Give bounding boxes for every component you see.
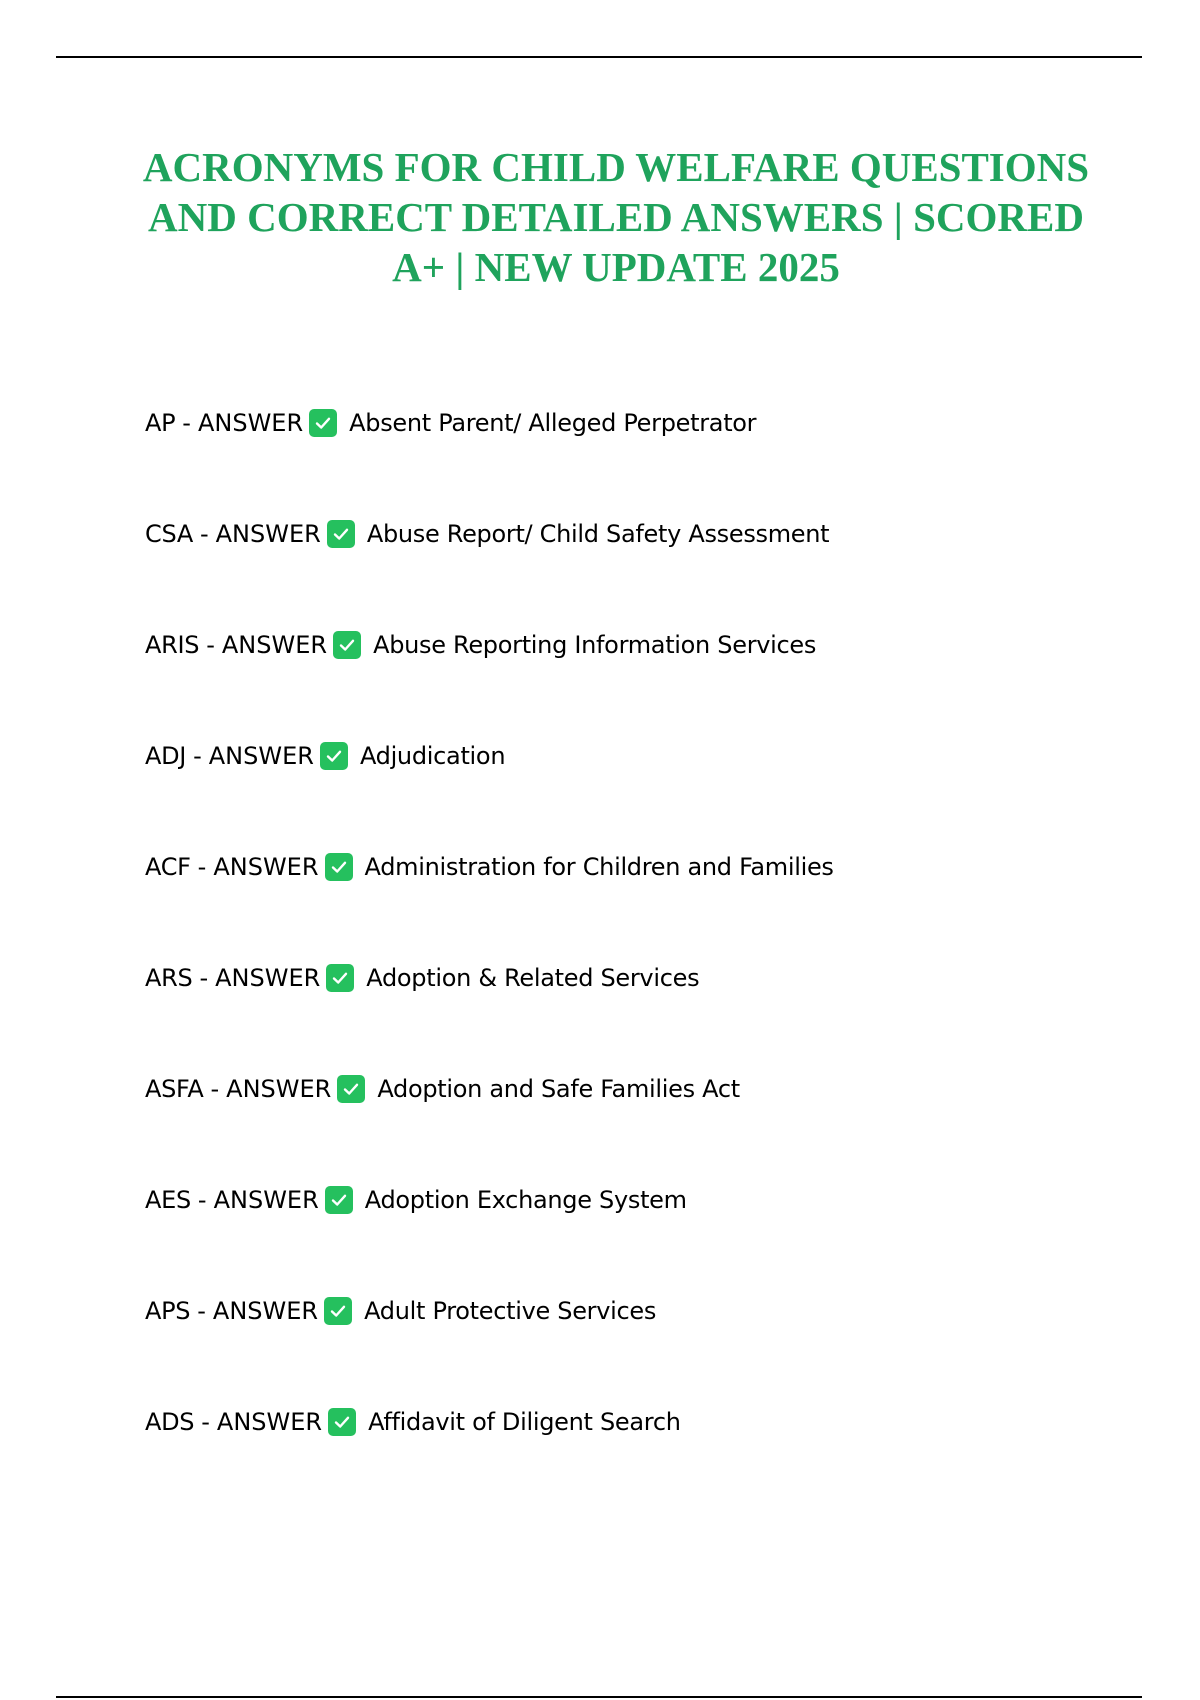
qa-answer: Adoption Exchange System — [364, 1186, 687, 1214]
qa-answer: Adjudication — [359, 742, 506, 770]
title-line-3: A+ | NEW UPDATE 2025 — [392, 244, 840, 290]
qa-answer: Absent Parent/ Alleged Perpetrator — [349, 409, 757, 437]
qa-separator: - — [206, 631, 215, 659]
qa-item — [145, 733, 1145, 844]
qa-separator: - — [182, 409, 191, 437]
check-mark-icon — [325, 853, 353, 881]
qa-term: ASFA — [145, 1075, 204, 1103]
check-mark-icon — [326, 964, 354, 992]
qa-item — [145, 1288, 1145, 1399]
qa-answer: Adult Protective Services — [364, 1297, 657, 1325]
check-mark-icon — [325, 1186, 353, 1214]
qa-item — [145, 1177, 1145, 1288]
qa-answer: Abuse Reporting Information Services — [373, 631, 817, 659]
qa-separator: - — [193, 742, 202, 770]
answer-label: ANSWER — [216, 1408, 323, 1436]
qa-term: APS — [145, 1297, 191, 1325]
answer-label: ANSWER — [197, 409, 304, 437]
check-mark-icon — [327, 520, 355, 548]
top-rule — [56, 56, 1142, 58]
answer-label: ANSWER — [226, 1075, 332, 1103]
check-mark-icon — [309, 409, 337, 437]
qa-term: ARIS — [145, 631, 200, 659]
document-title — [100, 142, 1132, 292]
qa-answer: Administration for Children and Families — [364, 853, 834, 881]
qa-term: AES — [145, 1186, 191, 1214]
qa-term: ARS — [145, 964, 193, 992]
bottom-rule — [56, 1696, 1142, 1698]
qa-answer: Adoption and Safe Families Act — [377, 1075, 740, 1103]
answer-label: ANSWER — [221, 631, 328, 659]
qa-term: AP — [145, 409, 176, 437]
qa-item — [145, 955, 1145, 1066]
qa-separator: - — [197, 1186, 207, 1214]
qa-separator: - — [201, 1408, 210, 1436]
check-mark-icon — [328, 1408, 356, 1436]
answer-label: ANSWER — [213, 853, 319, 881]
qa-answer: Adoption & Related Services — [366, 964, 700, 992]
answer-label: ANSWER — [215, 964, 321, 992]
qa-list — [145, 400, 1145, 1510]
qa-separator: - — [199, 964, 209, 992]
qa-term: CSA — [145, 520, 193, 548]
qa-answer: Affidavit of Diligent Search — [368, 1408, 681, 1436]
title-line-2: AND CORRECT DETAILED ANSWERS | SCORED — [148, 194, 1084, 240]
qa-item — [145, 511, 1145, 622]
qa-separator: - — [199, 520, 209, 548]
check-mark-icon — [337, 1075, 365, 1103]
answer-label: ANSWER — [208, 742, 314, 770]
qa-item — [145, 400, 1145, 511]
answer-label: ANSWER — [213, 1186, 319, 1214]
answer-label: ANSWER — [215, 520, 321, 548]
answer-label: ANSWER — [212, 1297, 319, 1325]
qa-item — [145, 1066, 1145, 1177]
qa-item — [145, 622, 1145, 733]
title-line-1: ACRONYMS FOR CHILD WELFARE QUESTIONS — [142, 144, 1090, 190]
qa-separator: - — [197, 853, 207, 881]
qa-term: ADS — [145, 1408, 195, 1436]
qa-answer: Abuse Report/ Child Safety Assessment — [366, 520, 830, 548]
qa-term: ACF — [145, 853, 191, 881]
qa-term: ADJ — [145, 742, 187, 770]
check-mark-icon — [324, 1297, 352, 1325]
qa-item — [145, 844, 1145, 955]
check-mark-icon — [320, 742, 348, 770]
qa-separator: - — [210, 1075, 220, 1103]
qa-item — [145, 1399, 1145, 1510]
qa-separator: - — [197, 1297, 206, 1325]
check-mark-icon — [333, 631, 361, 659]
